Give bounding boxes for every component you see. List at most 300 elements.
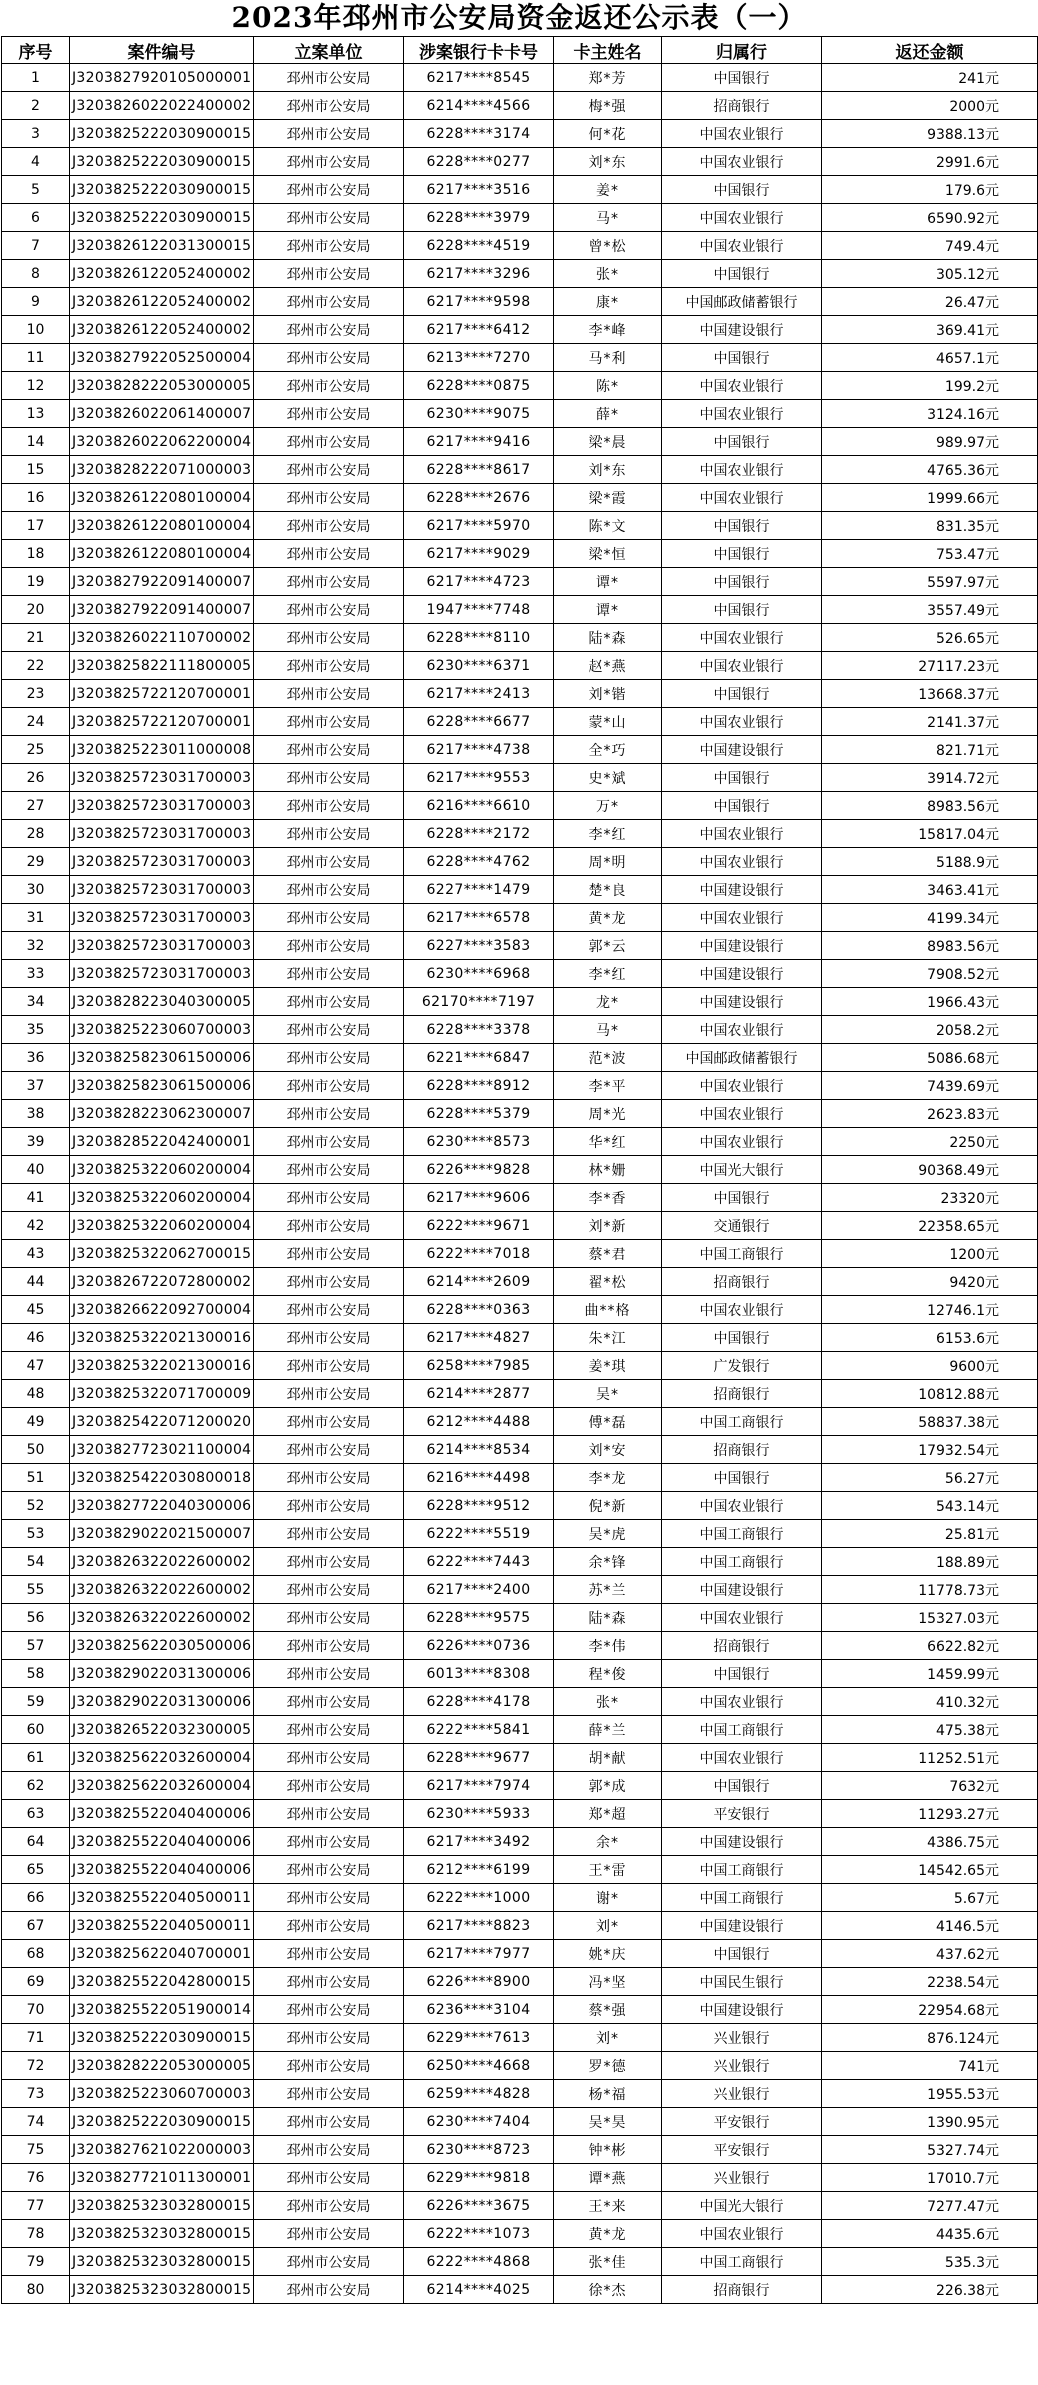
filing-unit: 邳州市公安局: [254, 2248, 404, 2276]
refund-amount: 2058.2元: [822, 1016, 1038, 1044]
cardholder-name: 徐*杰: [554, 2276, 662, 2304]
bank-name: 中国工商银行: [662, 1856, 822, 1884]
cardholder-name: 钟*彬: [554, 2136, 662, 2164]
cardholder-name: 何*花: [554, 120, 662, 148]
table-row: [2, 1128, 1038, 1156]
row-index: 80: [2, 2276, 70, 2304]
bank-name: 中国农业银行: [662, 120, 822, 148]
cardholder-name: 郑*超: [554, 1800, 662, 1828]
table-row: [2, 708, 1038, 736]
filing-unit: 邳州市公安局: [254, 540, 404, 568]
bank-name: 中国银行: [662, 260, 822, 288]
case-number: J3203828222053000005: [70, 372, 254, 400]
refund-amount: 4146.5元: [822, 1912, 1038, 1940]
bank-name: 中国银行: [662, 792, 822, 820]
table-row: [2, 400, 1038, 428]
cardholder-name: 刘*: [554, 1912, 662, 1940]
bank-name: 中国银行: [662, 344, 822, 372]
card-number: 6217****5970: [404, 512, 554, 540]
cardholder-name: 刘*新: [554, 1212, 662, 1240]
refund-amount: 526.65元: [822, 624, 1038, 652]
table-row: [2, 1156, 1038, 1184]
row-index: 42: [2, 1212, 70, 1240]
table-row: [2, 204, 1038, 232]
card-number: 6217****9029: [404, 540, 554, 568]
case-number: J3203826722072800002: [70, 1268, 254, 1296]
refund-amount: 1459.99元: [822, 1660, 1038, 1688]
cardholder-name: 刘*锴: [554, 680, 662, 708]
row-index: 33: [2, 960, 70, 988]
table-row: [2, 1268, 1038, 1296]
card-number: 6258****7985: [404, 1352, 554, 1380]
case-number: J3203825223060700003: [70, 1016, 254, 1044]
cardholder-name: 马*利: [554, 344, 662, 372]
bank-name: 中国农业银行: [662, 1296, 822, 1324]
cardholder-name: 程*俊: [554, 1660, 662, 1688]
row-index: 19: [2, 568, 70, 596]
table-row: [2, 2024, 1038, 2052]
case-number: J3203826122052400002: [70, 288, 254, 316]
case-number: J3203827922091400007: [70, 596, 254, 624]
cardholder-name: 周*光: [554, 1100, 662, 1128]
table-row: [2, 2192, 1038, 2220]
refund-amount: 3914.72元: [822, 764, 1038, 792]
bank-name: 中国银行: [662, 540, 822, 568]
bank-name: 中国建设银行: [662, 876, 822, 904]
card-number: 6228****0875: [404, 372, 554, 400]
filing-unit: 邳州市公安局: [254, 1240, 404, 1268]
filing-unit: 邳州市公安局: [254, 1996, 404, 2024]
refund-amount: 22358.65元: [822, 1212, 1038, 1240]
refund-amount: 369.41元: [822, 316, 1038, 344]
bank-name: 中国银行: [662, 1324, 822, 1352]
case-number: J3203826022062200004: [70, 428, 254, 456]
table-row: [2, 820, 1038, 848]
filing-unit: 邳州市公安局: [254, 1940, 404, 1968]
filing-unit: 邳州市公安局: [254, 1912, 404, 1940]
cardholder-name: 刘*安: [554, 1436, 662, 1464]
card-number: 6217****9416: [404, 428, 554, 456]
row-index: 64: [2, 1828, 70, 1856]
card-number: 6228****9575: [404, 1604, 554, 1632]
table-row: [2, 960, 1038, 988]
bank-name: 兴业银行: [662, 2164, 822, 2192]
card-number: 6228****3174: [404, 120, 554, 148]
case-number: J3203825522042800015: [70, 1968, 254, 1996]
card-number: 6222****1073: [404, 2220, 554, 2248]
row-index: 47: [2, 1352, 70, 1380]
filing-unit: 邳州市公安局: [254, 260, 404, 288]
case-number: J3203825323032800015: [70, 2192, 254, 2220]
case-number: J3203825422071200020: [70, 1408, 254, 1436]
filing-unit: 邳州市公安局: [254, 1268, 404, 1296]
bank-name: 中国银行: [662, 568, 822, 596]
row-index: 72: [2, 2052, 70, 2080]
table-row: [2, 1520, 1038, 1548]
table-row: [2, 792, 1038, 820]
bank-name: 中国农业银行: [662, 652, 822, 680]
row-index: 30: [2, 876, 70, 904]
row-index: 9: [2, 288, 70, 316]
bank-name: 中国建设银行: [662, 1996, 822, 2024]
table-row: [2, 1352, 1038, 1380]
bank-name: 中国农业银行: [662, 1688, 822, 1716]
case-number: J3203825323032800015: [70, 2248, 254, 2276]
bank-name: 兴业银行: [662, 2052, 822, 2080]
bank-name: 兴业银行: [662, 2024, 822, 2052]
row-index: 46: [2, 1324, 70, 1352]
filing-unit: 邳州市公安局: [254, 736, 404, 764]
header-case-number: 案件编号: [70, 37, 254, 64]
bank-name: 中国银行: [662, 764, 822, 792]
case-number: J3203826122031300015: [70, 232, 254, 260]
filing-unit: 邳州市公安局: [254, 1408, 404, 1436]
filing-unit: 邳州市公安局: [254, 1352, 404, 1380]
card-number: 6228****0363: [404, 1296, 554, 1324]
refund-amount: 15327.03元: [822, 1604, 1038, 1632]
refund-amount: 4435.6元: [822, 2220, 1038, 2248]
row-index: 12: [2, 372, 70, 400]
bank-name: 交通银行: [662, 1212, 822, 1240]
card-number: 6229****7613: [404, 2024, 554, 2052]
case-number: J3203825622032600004: [70, 1744, 254, 1772]
refund-amount: 188.89元: [822, 1548, 1038, 1576]
card-number: 6228****4178: [404, 1688, 554, 1716]
bank-name: 平安银行: [662, 2108, 822, 2136]
filing-unit: 邳州市公安局: [254, 1072, 404, 1100]
refund-amount: 13668.37元: [822, 680, 1038, 708]
case-number: J3203825522040400006: [70, 1828, 254, 1856]
filing-unit: 邳州市公安局: [254, 876, 404, 904]
table-row: [2, 1436, 1038, 1464]
table-row: [2, 2248, 1038, 2276]
case-number: J3203826022022400002: [70, 92, 254, 120]
row-index: 61: [2, 1744, 70, 1772]
refund-amount: 15817.04元: [822, 820, 1038, 848]
case-number: J3203825522040400006: [70, 1856, 254, 1884]
refund-amount: 9420元: [822, 1268, 1038, 1296]
cardholder-name: 吴*昊: [554, 2108, 662, 2136]
filing-unit: 邳州市公安局: [254, 2052, 404, 2080]
filing-unit: 邳州市公安局: [254, 596, 404, 624]
cardholder-name: 梁*恒: [554, 540, 662, 568]
card-number: 6013****8308: [404, 1660, 554, 1688]
refund-amount: 27117.23元: [822, 652, 1038, 680]
filing-unit: 邳州市公安局: [254, 848, 404, 876]
cardholder-name: 李*峰: [554, 316, 662, 344]
bank-name: 中国银行: [662, 680, 822, 708]
bank-name: 中国农业银行: [662, 2220, 822, 2248]
filing-unit: 邳州市公安局: [254, 288, 404, 316]
row-index: 5: [2, 176, 70, 204]
filing-unit: 邳州市公安局: [254, 400, 404, 428]
card-number: 6217****8545: [404, 64, 554, 92]
cardholder-name: 梁*晨: [554, 428, 662, 456]
refund-amount: 7908.52元: [822, 960, 1038, 988]
table-row: [2, 1632, 1038, 1660]
bank-name: 中国农业银行: [662, 848, 822, 876]
cardholder-name: 李*龙: [554, 1464, 662, 1492]
table-row: [2, 736, 1038, 764]
bank-name: 招商银行: [662, 2276, 822, 2304]
card-number: 6214****2609: [404, 1268, 554, 1296]
filing-unit: 邳州市公安局: [254, 1492, 404, 1520]
cardholder-name: 蔡*君: [554, 1240, 662, 1268]
cardholder-name: 郑*芳: [554, 64, 662, 92]
header-filing-unit: 立案单位: [254, 37, 404, 64]
row-index: 26: [2, 764, 70, 792]
card-number: 6217****6578: [404, 904, 554, 932]
cardholder-name: 梁*霞: [554, 484, 662, 512]
filing-unit: 邳州市公安局: [254, 456, 404, 484]
refund-amount: 437.62元: [822, 1940, 1038, 1968]
bank-name: 中国光大银行: [662, 2192, 822, 2220]
filing-unit: 邳州市公安局: [254, 1044, 404, 1072]
card-number: 6222****5841: [404, 1716, 554, 1744]
refund-amount: 199.2元: [822, 372, 1038, 400]
refund-amount: 753.47元: [822, 540, 1038, 568]
filing-unit: 邳州市公安局: [254, 764, 404, 792]
filing-unit: 邳州市公安局: [254, 988, 404, 1016]
row-index: 40: [2, 1156, 70, 1184]
row-index: 15: [2, 456, 70, 484]
refund-amount: 5597.97元: [822, 568, 1038, 596]
refund-amount: 12746.1元: [822, 1296, 1038, 1324]
bank-name: 广发银行: [662, 1352, 822, 1380]
table-row: [2, 1212, 1038, 1240]
table-row: [2, 1240, 1038, 1268]
card-number: 6259****4828: [404, 2080, 554, 2108]
filing-unit: 邳州市公安局: [254, 1968, 404, 1996]
card-number: 6212****4488: [404, 1408, 554, 1436]
refund-amount: 25.81元: [822, 1520, 1038, 1548]
cardholder-name: 谭*: [554, 568, 662, 596]
refund-amount: 4199.34元: [822, 904, 1038, 932]
card-number: 6217****7974: [404, 1772, 554, 1800]
bank-name: 中国农业银行: [662, 1744, 822, 1772]
filing-unit: 邳州市公安局: [254, 904, 404, 932]
row-index: 3: [2, 120, 70, 148]
filing-unit: 邳州市公安局: [254, 2192, 404, 2220]
refund-amount: 543.14元: [822, 1492, 1038, 1520]
case-number: J3203825723031700003: [70, 960, 254, 988]
refund-amount: 1955.53元: [822, 2080, 1038, 2108]
card-number: 6222****9671: [404, 1212, 554, 1240]
bank-name: 中国银行: [662, 512, 822, 540]
table-row: [2, 1492, 1038, 1520]
table-row: [2, 1660, 1038, 1688]
case-number: J3203825222030900015: [70, 2024, 254, 2052]
cardholder-name: 陈*文: [554, 512, 662, 540]
table-row: [2, 428, 1038, 456]
case-number: J3203825723031700003: [70, 848, 254, 876]
table-row: [2, 540, 1038, 568]
bank-name: 中国银行: [662, 176, 822, 204]
refund-amount: 9388.13元: [822, 120, 1038, 148]
case-number: J3203827920105000001: [70, 64, 254, 92]
refund-amount: 1200元: [822, 1240, 1038, 1268]
row-index: 45: [2, 1296, 70, 1324]
filing-unit: 邳州市公安局: [254, 2108, 404, 2136]
case-number: J3203826322022600002: [70, 1604, 254, 1632]
filing-unit: 邳州市公安局: [254, 1128, 404, 1156]
header-index: 序号: [2, 37, 70, 64]
filing-unit: 邳州市公安局: [254, 1464, 404, 1492]
refund-amount: 11778.73元: [822, 1576, 1038, 1604]
refund-amount: 2238.54元: [822, 1968, 1038, 1996]
cardholder-name: 陈*: [554, 372, 662, 400]
filing-unit: 邳州市公安局: [254, 372, 404, 400]
card-number: 6217****8823: [404, 1912, 554, 1940]
refund-amount: 410.32元: [822, 1688, 1038, 1716]
case-number: J3203828222071000003: [70, 456, 254, 484]
case-number: J3203825323032800015: [70, 2220, 254, 2248]
bank-name: 中国银行: [662, 1464, 822, 1492]
table-row: [2, 344, 1038, 372]
filing-unit: 邳州市公安局: [254, 708, 404, 736]
table-row: [2, 904, 1038, 932]
filing-unit: 邳州市公安局: [254, 1212, 404, 1240]
row-index: 43: [2, 1240, 70, 1268]
refund-amount: 2000元: [822, 92, 1038, 120]
case-number: J3203825222030900015: [70, 2108, 254, 2136]
refund-amount: 22954.68元: [822, 1996, 1038, 2024]
row-index: 76: [2, 2164, 70, 2192]
cardholder-name: 李*平: [554, 1072, 662, 1100]
row-index: 2: [2, 92, 70, 120]
card-number: 6230****9075: [404, 400, 554, 428]
bank-name: 中国建设银行: [662, 1912, 822, 1940]
card-number: 6228****3979: [404, 204, 554, 232]
row-index: 34: [2, 988, 70, 1016]
table-row: [2, 1184, 1038, 1212]
filing-unit: 邳州市公安局: [254, 1856, 404, 1884]
case-number: J3203825322060200004: [70, 1212, 254, 1240]
table-row: [2, 624, 1038, 652]
case-number: J3203827721011300001: [70, 2164, 254, 2192]
refund-amount: 2623.83元: [822, 1100, 1038, 1128]
refund-amount: 17932.54元: [822, 1436, 1038, 1464]
table-row: [2, 1576, 1038, 1604]
bank-name: 中国银行: [662, 1184, 822, 1212]
row-index: 39: [2, 1128, 70, 1156]
filing-unit: 邳州市公安局: [254, 960, 404, 988]
card-number: 6229****9818: [404, 2164, 554, 2192]
refund-amount: 475.38元: [822, 1716, 1038, 1744]
card-number: 6228****2676: [404, 484, 554, 512]
case-number: J3203827922091400007: [70, 568, 254, 596]
cardholder-name: 刘*: [554, 2024, 662, 2052]
filing-unit: 邳州市公安局: [254, 568, 404, 596]
cardholder-name: 刘*东: [554, 148, 662, 176]
card-number: 6217****3296: [404, 260, 554, 288]
table-row: [2, 2164, 1038, 2192]
case-number: J3203828223040300005: [70, 988, 254, 1016]
cardholder-name: 余*: [554, 1828, 662, 1856]
cardholder-name: 陆*森: [554, 1604, 662, 1632]
row-index: 27: [2, 792, 70, 820]
card-number: 6226****9828: [404, 1156, 554, 1184]
table-row: [2, 148, 1038, 176]
row-index: 59: [2, 1688, 70, 1716]
refund-amount: 831.35元: [822, 512, 1038, 540]
table-row: [2, 848, 1038, 876]
card-number: 6216****4498: [404, 1464, 554, 1492]
cardholder-name: 张*: [554, 260, 662, 288]
refund-amount: 241元: [822, 64, 1038, 92]
refund-amount: 2250元: [822, 1128, 1038, 1156]
cardholder-name: 林*姗: [554, 1156, 662, 1184]
row-index: 52: [2, 1492, 70, 1520]
cardholder-name: 蒙*山: [554, 708, 662, 736]
card-number: 6214****8534: [404, 1436, 554, 1464]
cardholder-name: 胡*献: [554, 1744, 662, 1772]
row-index: 70: [2, 1996, 70, 2024]
table-row: [2, 596, 1038, 624]
card-number: 6213****7270: [404, 344, 554, 372]
row-index: 55: [2, 1576, 70, 1604]
filing-unit: 邳州市公安局: [254, 1016, 404, 1044]
refund-amount: 6622.82元: [822, 1632, 1038, 1660]
card-number: 6217****3516: [404, 176, 554, 204]
cardholder-name: 陆*森: [554, 624, 662, 652]
case-number: J3203825723031700003: [70, 792, 254, 820]
row-index: 63: [2, 1800, 70, 1828]
refund-amount: 2991.6元: [822, 148, 1038, 176]
cardholder-name: 蔡*强: [554, 1996, 662, 2024]
table-row: [2, 764, 1038, 792]
case-number: J3203825223011000008: [70, 736, 254, 764]
cardholder-name: 马*: [554, 1016, 662, 1044]
row-index: 6: [2, 204, 70, 232]
bank-name: 中国农业银行: [662, 904, 822, 932]
refund-amount: 2141.37元: [822, 708, 1038, 736]
table-row: [2, 2052, 1038, 2080]
cardholder-name: 傅*磊: [554, 1408, 662, 1436]
bank-name: 中国建设银行: [662, 316, 822, 344]
row-index: 56: [2, 1604, 70, 1632]
cardholder-name: 翟*松: [554, 1268, 662, 1296]
filing-unit: 邳州市公安局: [254, 1660, 404, 1688]
table-row: [2, 932, 1038, 960]
refund-amount: 179.6元: [822, 176, 1038, 204]
card-number: 6228****6677: [404, 708, 554, 736]
refund-amount: 4765.36元: [822, 456, 1038, 484]
filing-unit: 邳州市公安局: [254, 64, 404, 92]
filing-unit: 邳州市公安局: [254, 1772, 404, 1800]
cardholder-name: 黄*龙: [554, 904, 662, 932]
cardholder-name: 冯*坚: [554, 1968, 662, 1996]
bank-name: 中国农业银行: [662, 484, 822, 512]
row-index: 17: [2, 512, 70, 540]
row-index: 31: [2, 904, 70, 932]
table-row: [2, 1072, 1038, 1100]
card-number: 6228****5379: [404, 1100, 554, 1128]
card-number: 6221****6847: [404, 1044, 554, 1072]
refund-amount: 1390.95元: [822, 2108, 1038, 2136]
row-index: 8: [2, 260, 70, 288]
refund-amount: 10812.88元: [822, 1380, 1038, 1408]
row-index: 44: [2, 1268, 70, 1296]
card-number: 6217****9606: [404, 1184, 554, 1212]
row-index: 73: [2, 2080, 70, 2108]
case-number: J3203826122080100004: [70, 512, 254, 540]
card-number: 6228****8110: [404, 624, 554, 652]
cardholder-name: 梅*强: [554, 92, 662, 120]
refund-amount: 821.71元: [822, 736, 1038, 764]
row-index: 57: [2, 1632, 70, 1660]
row-index: 62: [2, 1772, 70, 1800]
